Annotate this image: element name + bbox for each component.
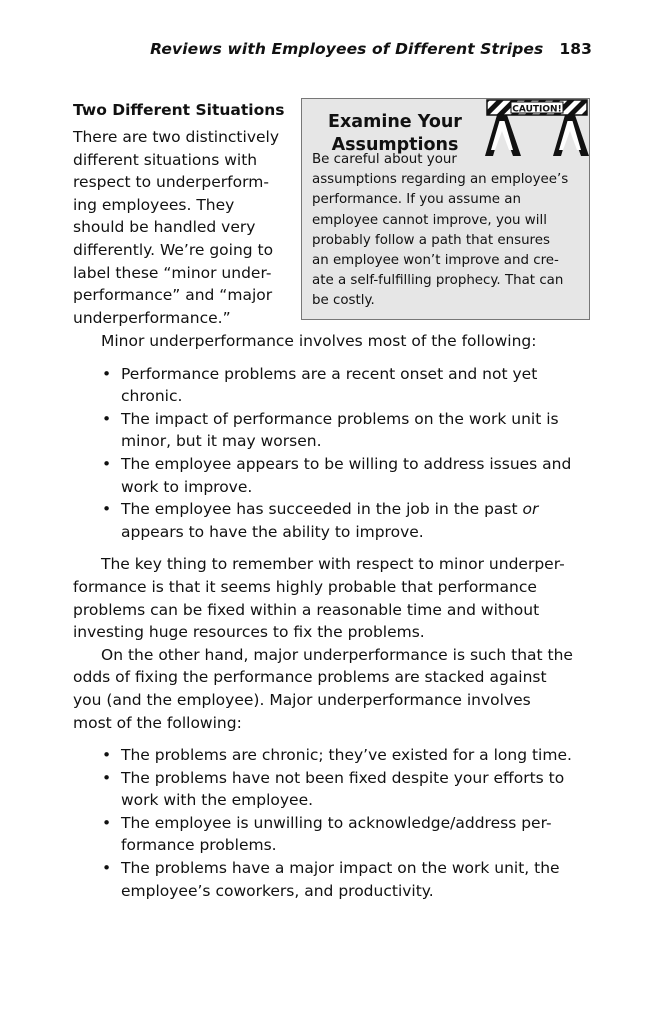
list-item (73, 857, 593, 902)
paragraph-line: odds of fixing the performance problems are stacked against (73, 668, 547, 687)
intro-line: label these “minor under- (73, 263, 272, 282)
list-item (73, 767, 593, 812)
key-thing-paragraph (73, 553, 593, 643)
minor-lead: Minor underperformance involves most of the following: (101, 332, 537, 350)
list-item-line: work to improve. (121, 477, 253, 496)
bullet-glyph: • (102, 454, 112, 473)
list-item-line: The employee appears to be willing to address issues and (121, 454, 572, 473)
page-number: 183 (559, 40, 592, 58)
paragraph-line: On the other hand, major underperformance is such that the (101, 645, 573, 664)
list-item-line: The impact of performance problems on the work unit is (121, 409, 559, 428)
list-item (73, 363, 593, 408)
caution-body-line: employee cannot improve, you will (312, 212, 547, 228)
bullet-glyph: • (102, 859, 112, 878)
intro-line: performance” and “major (73, 286, 273, 305)
intro-line: underperformance.” (73, 308, 231, 327)
bullet-glyph: • (102, 768, 112, 787)
caution-body-line: ate a self-fulfilling prophecy. That can (312, 273, 564, 289)
list-item-line: formance problems. (121, 836, 277, 855)
major-bullet-list (73, 744, 593, 902)
list-item (73, 812, 593, 857)
paragraph-line: you (and the employee). Major underperformance involves (73, 690, 531, 709)
list-item-line (121, 498, 593, 521)
bullet-glyph: • (102, 409, 112, 428)
bullet-glyph: • (102, 813, 112, 832)
intro-line: There are two distinctively (73, 128, 280, 146)
emphasis-or: or (522, 500, 539, 519)
intro-line: respect to underperform- (73, 173, 269, 192)
list-item (73, 498, 593, 543)
caution-title-line: Assumptions (331, 135, 459, 155)
running-head (0, 40, 592, 58)
list-item-line: appears to have the ability to improve. (121, 522, 424, 541)
section-heading: Two Different Situations (73, 101, 285, 119)
list-item-line: The problems have not been fixed despite your efforts to (121, 768, 565, 787)
caution-body-line: be costly. (312, 293, 375, 309)
caution-body (312, 150, 582, 312)
caution-title-line: Examine Your (328, 112, 462, 132)
caution-body-line: probably follow a path that ensures (312, 232, 550, 248)
list-item-line: The problems have a major impact on the work unit, the (121, 859, 560, 878)
intro-line: should be handled very (73, 218, 256, 237)
body-text (73, 330, 593, 912)
caution-sidebar (301, 98, 590, 320)
list-item-line: chronic. (121, 387, 183, 406)
bullet-glyph: • (102, 500, 112, 519)
list-item-line: The employee is unwilling to acknowledge/address per- (121, 813, 552, 832)
bullet-glyph: • (102, 364, 112, 383)
caution-icon-label: CAUTION! (512, 104, 562, 115)
list-item-line: Performance problems are a recent onset and not yet (121, 364, 538, 383)
paragraph-line: The key thing to remember with respect to minor underper- (101, 555, 565, 574)
paragraph-line: formance is that it seems highly probable that performance (73, 577, 537, 596)
list-item (73, 408, 593, 453)
paragraph-line: problems can be fixed within a reasonable time and without (73, 600, 540, 619)
list-item (73, 453, 593, 498)
running-title: Reviews with Employees of Different Stripes (150, 40, 544, 58)
caution-body-line: Be careful about your (312, 152, 457, 167)
paragraph-line: investing huge resources to fix the problems. (73, 623, 425, 642)
list-item-line: work with the employee. (121, 791, 314, 810)
list-item-line: minor, but it may worsen. (121, 432, 322, 451)
intro-line: ing employees. They (73, 195, 235, 214)
list-item-text: The employee has succeeded in the job in the past (121, 500, 523, 519)
list-item-line: The problems are chronic; they’ve existed for a long time. (121, 746, 572, 765)
other-hand-paragraph (73, 644, 593, 734)
caution-sawhorse-icon (485, 98, 589, 158)
caution-body-line: assumptions regarding an employee’s (312, 172, 569, 188)
caution-body-line: an employee won’t improve and cre- (312, 252, 559, 268)
list-item-line: employee’s coworkers, and productivity. (121, 881, 434, 900)
intro-line: differently. We’re going to (73, 240, 274, 259)
caution-body-line: performance. If you assume an (312, 192, 521, 208)
intro-line: different situations with (73, 150, 258, 169)
minor-bullet-list (73, 363, 593, 544)
intro-paragraph (73, 126, 293, 329)
list-item (73, 744, 593, 767)
bullet-glyph: • (102, 746, 112, 765)
paragraph-line: most of the following: (73, 713, 242, 732)
